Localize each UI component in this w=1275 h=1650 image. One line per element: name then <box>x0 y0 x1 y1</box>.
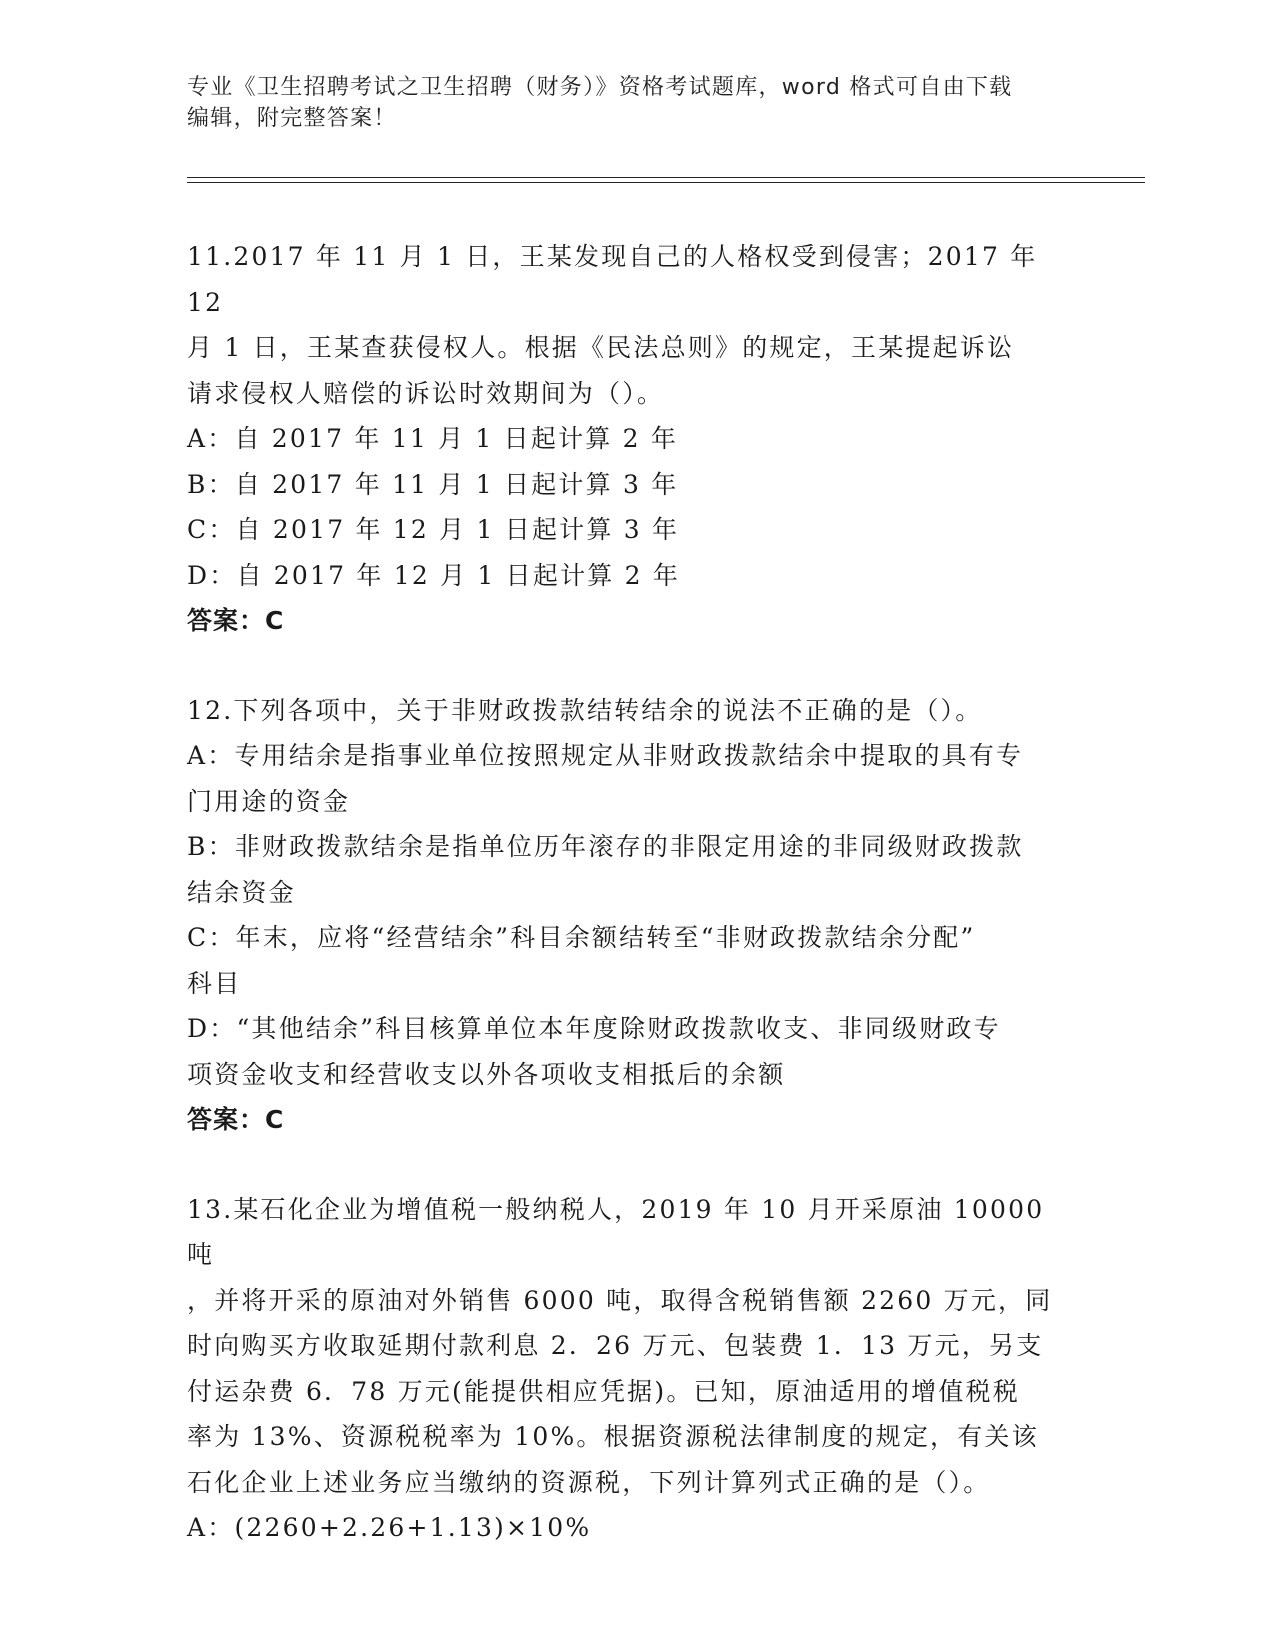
header-rule <box>187 177 1145 178</box>
option-line: B：自 2017 年 11 月 1 日起计算 3 年 <box>187 469 679 499</box>
header-rule <box>187 182 1145 183</box>
header-line: 专业《卫生招聘考试之卫生招聘（财务）》资格考试题库，word 格式可自由下载 <box>187 75 1013 100</box>
option-line: C：年末，应将“经营结余”科目余额结转至“非财政拨款结余分配” <box>187 923 976 952</box>
question-stem-line: 率为 13%、资源税税率为 10%。根据资源税法律制度的规定，有关该 <box>187 1422 1039 1451</box>
option-line: D：“其他结余”科目核算单位本年度除财政拨款收支、非同级财政专 <box>187 1014 1001 1043</box>
question-stem-line: 11.2017 年 11 月 1 日，王某发现自己的人格权受到侵害；2017 年 12 <box>187 242 1048 317</box>
question-block <box>187 1187 1077 1551</box>
answer-line: 答案：C <box>187 606 285 635</box>
option-line: 科目 <box>187 968 242 998</box>
option-line: D：自 2017 年 12 月 1 日起计算 2 年 <box>187 560 681 590</box>
option-line: A：(2260+2.26+1.13)×10% <box>187 1513 592 1542</box>
question-stem-line: 石化企业上述业务应当缴纳的资源税，下列计算列式正确的是（）。 <box>187 1467 991 1497</box>
question-stem-line: 月 1 日，王某查获侵权人。根据《民法总则》的规定，王某提起诉讼 <box>187 333 1015 362</box>
option-line: A：专用结余是指事业单位按照规定从非财政拨款结余中提取的具有专 <box>187 741 1024 770</box>
question-block <box>187 234 1077 644</box>
option-line: 结余资金 <box>187 877 296 907</box>
option-line: C：自 2017 年 12 月 1 日起计算 3 年 <box>187 515 680 544</box>
option-line: B：非财政拨款结余是指单位历年滚存的非限定用途的非同级财政拨款 <box>187 832 1024 861</box>
document-header <box>187 72 1067 134</box>
question-stem-line: ，并将开采的原油对外销售 6000 吨，取得含税销售额 2260 万元，同 <box>187 1285 1053 1315</box>
question-block <box>187 688 1077 1143</box>
option-line: 门用途的资金 <box>187 786 351 816</box>
header-line: 编辑，附完整答案！ <box>187 106 397 131</box>
question-stem-line: 12.下列各项中，关于非财政拨款结转结余的说法不正确的是（）。 <box>187 695 983 725</box>
option-line: 项资金收支和经营收支以外各项收支相抵后的余额 <box>187 1059 786 1089</box>
question-stem-line: 付运杂费 6．78 万元(能提供相应凭据)。已知，原油适用的增值税税 <box>187 1376 1020 1406</box>
question-list <box>187 234 1077 1551</box>
option-line: A：自 2017 年 11 月 1 日起计算 2 年 <box>187 424 679 453</box>
question-stem-line: 请求侵权人赔偿的诉讼时效期间为（）。 <box>187 378 665 408</box>
question-stem-line: 时向购买方收取延期付款利息 2．26 万元、包装费 1．13 万元，另支 <box>187 1331 1044 1360</box>
answer-line: 答案：C <box>187 1105 285 1134</box>
question-stem-line: 13.某石化企业为增值税一般纳税人，2019 年 10 月开采原油 10000 吨 <box>187 1194 1055 1269</box>
